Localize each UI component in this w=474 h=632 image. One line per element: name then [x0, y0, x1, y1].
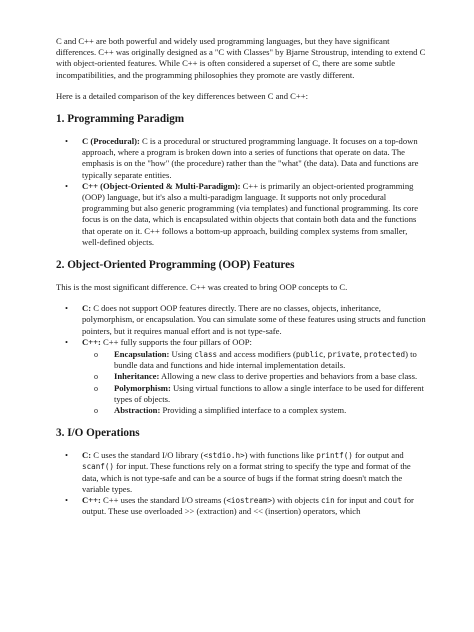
sub-item-text: Providing a simplified interface to a complex system. [160, 405, 347, 416]
bullet-label: C++: [82, 336, 101, 347]
code-keyword: class [194, 350, 218, 360]
bullet-icon: • [65, 136, 69, 147]
bullet-label: C: [82, 303, 92, 314]
sub-bullet-icon: o [94, 406, 98, 416]
sub-item-label: Encapsulation: [114, 349, 170, 360]
bullet-text: for input. These functions rely on a format string to specify the type and format of the data, which is not type-safe and can be a source of bugs if the format string doesn't match the variable types. [82, 461, 411, 494]
sub-item-text: Using virtual functions to allow a single interface to be used for different types of objects. [114, 382, 424, 404]
section-heading-oop-features: 2. Object-Oriented Programming (OOP) Features [56, 259, 295, 272]
sub-item-text: Allowing a new class to derive properties and behaviors from a base class. [159, 371, 418, 382]
bullet-text: C++ uses the standard I/O streams ( [100, 495, 227, 506]
sub-list-item [82, 371, 426, 382]
sub-item-text: ) to bundle data and functions and hide internal implementation details. [114, 349, 417, 371]
document-page [56, 36, 426, 518]
sub-item-label: Abstraction: [114, 405, 161, 416]
list-item [56, 181, 426, 248]
sub-item-label: Polymorphism: [114, 382, 171, 393]
bullet-text: C does not support OOP features directly. There are no classes, objects, inheritance, polymorphism, or encapsulation. You can simulate some of these features using structs and function pointers, but it requires manual effort and is not type-safe. [82, 303, 426, 336]
sub-list-item [82, 349, 426, 371]
sub-list-item [82, 383, 426, 405]
sub-bullet-icon: o [94, 350, 98, 360]
bullet-label: C++: [82, 495, 101, 506]
section-heading-io-operations: 3. I/O Operations [56, 427, 140, 440]
bullet-icon: • [65, 450, 69, 461]
list-item [56, 450, 426, 495]
sub-bullet-icon: o [94, 372, 98, 382]
code-keyword: <iostream> [226, 496, 273, 506]
bullet-icon: • [65, 303, 69, 314]
bullet-text: for input and [334, 495, 384, 506]
code-keyword: cout [383, 496, 402, 506]
sub-item-text: , [359, 349, 364, 360]
bullet-label: C (Procedural): [82, 136, 140, 147]
oop-pillars-list [82, 349, 426, 416]
sub-bullet-icon: o [94, 383, 98, 393]
intro-paragraph: C and C++ are both powerful and widely used programming languages, but they have significant differences. C++ was originally designed as a "C with Classes" by Bjarne Stroustrup, intending to extend C with object-oriented features. While C++ is often considered a superset of C, there are some subtle incompatibilities, and the programming philosophies they promote are vastly different. [56, 36, 426, 80]
bullet-text: ) with objects [272, 495, 321, 506]
comparison-intro-paragraph: Here is a detailed comparison of the key differences between C and C++: [56, 90, 308, 101]
code-keyword: scanf() [82, 462, 115, 472]
code-keyword: printf() [316, 451, 353, 461]
bullet-label: C: [82, 450, 92, 461]
bullet-text: C++ is primarily an object-oriented programming (OOP) language, but it's also a multi-paradigm language. It supports not only procedural programming but also generic programming (via templates) and functional programming. Its core focus is on the data, which is encapsulated within objects that contain both data and the functions that operate on it. C++ follows a bottom-up approach, building complex systems from smaller, well-defined objects. [82, 180, 419, 247]
section-heading-programming-paradigm: 1. Programming Paradigm [56, 113, 185, 126]
list-item [56, 303, 426, 337]
oop-intro-paragraph: This is the most significant difference. C++ was created to bring OOP concepts to C. [56, 282, 348, 293]
bullet-icon: • [65, 495, 69, 506]
io-list [56, 450, 426, 517]
oop-list [56, 303, 426, 416]
code-keyword: protected [363, 350, 406, 360]
sub-item-text: and access modifiers ( [217, 349, 296, 360]
bullet-text: for output and [352, 450, 404, 461]
sub-item-label: Inheritance: [114, 371, 160, 382]
code-keyword: public [295, 350, 324, 360]
bullet-text: C is a procedural or structured programming language. It focuses on a top-down approach, where a program is broken down into a series of functions that operate on data. The emphasis is on the "how" (the procedure) rather than the "what" (the data). Data and functions are typically separate entities. [82, 136, 419, 180]
bullet-text: C uses the standard I/O library ( [91, 450, 204, 461]
bullet-label: C++ (Object-Oriented & Multi-Paradigm): [82, 180, 241, 191]
sub-item-text: Using [169, 349, 195, 360]
bullet-icon: • [65, 336, 69, 347]
bullet-icon: • [65, 180, 69, 191]
sub-item-text: , [323, 349, 328, 360]
list-item [56, 495, 426, 517]
bullet-text: C++ fully supports the four pillars of OOP: [100, 336, 252, 347]
sub-list-item [82, 405, 426, 416]
bullet-text: for output. These use overloaded >> (extraction) and << (insertion) operators, which [82, 495, 414, 517]
paradigm-list [56, 136, 426, 248]
code-keyword: private [327, 350, 360, 360]
list-item [56, 337, 426, 416]
list-item [56, 136, 426, 181]
bullet-text: ) with functions like [244, 450, 317, 461]
code-keyword: <stdio.h> [203, 451, 245, 461]
code-keyword: cin [320, 496, 335, 506]
